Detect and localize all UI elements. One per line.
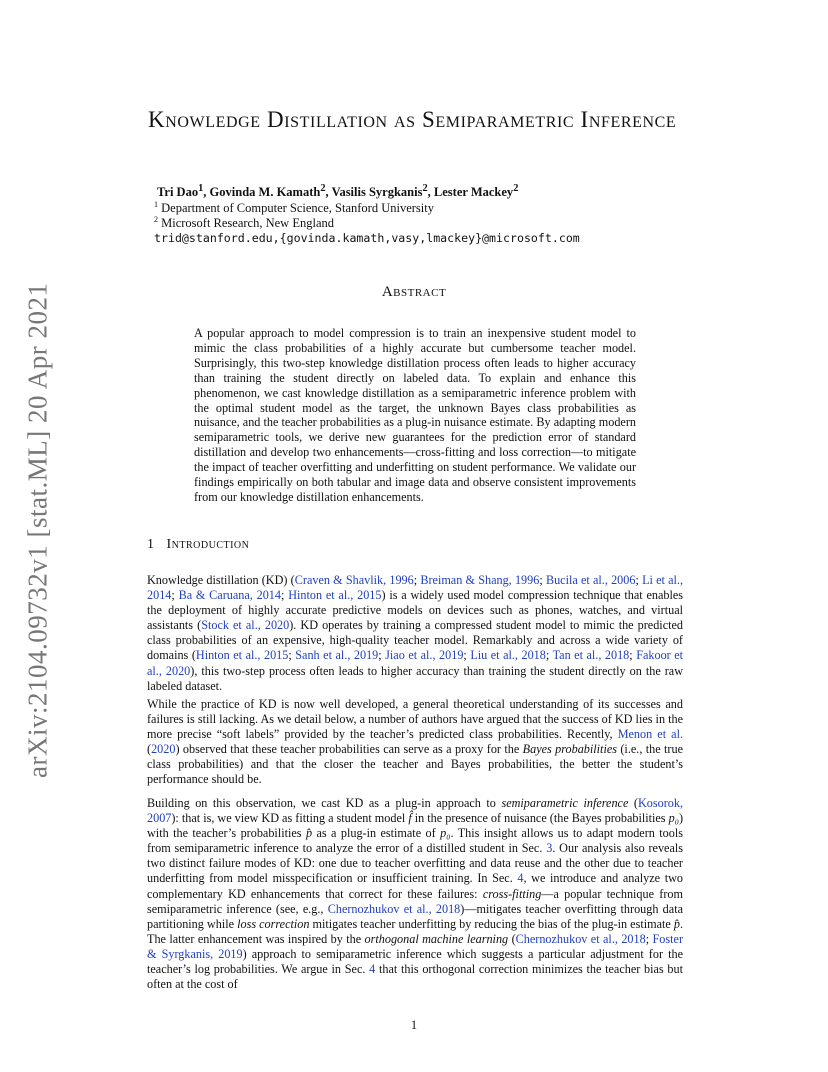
author-name: Lester Mackey (433, 185, 514, 200)
emphasis: orthogonal machine learning (364, 931, 509, 946)
citation-link[interactable]: Chernozhukov et al., 2018 (515, 931, 646, 946)
citation-link[interactable]: Sanh et al., 2019 (295, 648, 379, 663)
arxiv-identifier: arXiv:2104.09732v1 [stat.ML] 20 Apr 2021 (22, 282, 53, 778)
citation-link[interactable]: Hinton et al., 2015 (288, 588, 382, 603)
author-name: Tri Dao (157, 185, 199, 200)
affiliation-text: Department of Computer Science, Stanford University (161, 201, 434, 216)
page-number: 1 (410, 1018, 418, 1032)
citation-link[interactable]: 2020 (151, 742, 176, 757)
math-symbol: p₀ (668, 811, 679, 826)
affiliation (154, 215, 334, 231)
author-name: Vasilis Syrgkanis (331, 185, 423, 200)
citation-link[interactable]: Chernozhukov et al., 2018 (327, 901, 461, 916)
citation-link[interactable]: Fakoor et al., 2020 (147, 648, 684, 678)
math-symbol: f̂ (408, 811, 412, 826)
citation-link[interactable]: Li et al., 2014 (147, 573, 684, 603)
affiliation-text: Microsoft Research, New England (161, 216, 334, 231)
author-affiliation-mark: 2 (513, 183, 519, 194)
citation-link[interactable]: Liu et al., 2018 (470, 648, 546, 663)
section-heading (147, 537, 249, 553)
section-number: 1 (147, 537, 155, 552)
emphasis: semiparametric inference (501, 796, 629, 810)
math-symbol: p₀ (440, 826, 451, 841)
author-name: Govinda M. Kamath (209, 185, 321, 200)
citation-link[interactable]: Stock et al., 2020 (201, 618, 290, 633)
citation-link[interactable]: Foster & Syrgkanis, 2019 (147, 931, 683, 961)
author-affiliation-mark: 2 (320, 183, 326, 194)
emphasis: Bayes probabilities (522, 742, 617, 757)
affiliation-mark: 2 (154, 215, 158, 224)
intro-paragraph-1: Knowledge distillation (KD) (Craven & Shavlik, 1996; Breiman & Shang, 1996; Bucila et al., 2006; Li et al., 2014; Ba & Caruana, 2014; Hinton et al., 2015) is a widely used model compression technique that enables the deployment of highly accurate predictive models on devices such as phones, watches, and virtual assistants (Stock et al., 2020). KD operates by training a compressed student model to mimic the predicted class probabilities of an expensive, high-quality teacher model. Remarkably and across a wide variety of domains (Hinton et al., 2015; Sanh et al., 2019; Jiao et al., 2019; Liu et al., 2018; Tan et al., 2018; Fakoor et al., 2020), this two-step process often leads to higher accuracy than training the student directly on the raw labeled dataset. (147, 573, 684, 693)
citation-link[interactable]: Craven & Shavlik, 1996 (294, 573, 414, 587)
citation-link[interactable]: Kosorok, 2007 (147, 796, 683, 826)
emphasis: loss correction (237, 916, 310, 931)
section-reference-link[interactable]: 4 (369, 962, 376, 977)
intro-paragraph-3: Building on this observation, we cast KD as a plug-in approach to semiparametric inference (Kosorok, 2007): that is, we view KD as fitting a student model f̂ in the presence of nuisance (the Bayes probabilities p₀) with the teacher’s probabilities p̂ as a plug-in estimate of p₀. This insight allows us to adapt modern tools from semiparametric inference to analyze the error of a distilled student in Sec. 3. Our analysis also reveals two distinct failure modes of KD: one due to teacher overfitting and data reuse and the other due to teacher underfitting from model misspecification or insufficient training. In Sec. 4, we introduce and analyze two complementary KD enhancements that correct for these failures: cross-fitting—a popular technique from semiparametric inference (see, e.g., Chernozhukov et al., 2018)—mitigates teacher overfitting through data partitioning while loss correction mitigates teacher underfitting by reducing the bias of the plug-in estimate p̂. The latter enhancement was inspired by the orthogonal machine learning (Chernozhukov et al., 2018; Foster & Syrgkanis, 2019) approach to semiparametric inference which suggests a particular adjustment for the teacher’s log probabilities. We argue in Sec. 4 that this orthogonal correction minimizes the teacher bias but often at the cost of (147, 796, 684, 992)
abstract-heading: Abstract (381, 284, 447, 300)
citation-link[interactable]: Breiman & Shang, 1996 (420, 573, 540, 587)
math-symbol: p̂ (673, 916, 680, 931)
emphasis: cross-fitting (482, 886, 542, 901)
citation-link[interactable]: Jiao et al., 2019 (385, 648, 464, 663)
section-reference-link[interactable]: 4 (517, 871, 524, 886)
intro-paragraph-2: While the practice of KD is now well developed, a general theoretical understanding of its successes and failures is still lacking. As we detail below, a number of authors have argued that the success of KD lies in the more precise “soft labels” provided by the teacher’s predicted class probabilities. Recently, Menon et al. (2020) observed that these teacher probabilities can serve as a proxy for the Bayes probabilities (i.e., the true class probabilities) and that the closer the teacher and Bayes probabilities, the better the student’s performance should be. (147, 697, 683, 787)
section-title: Introduction (166, 537, 250, 552)
citation-link[interactable]: Tan et al., 2018 (552, 648, 630, 663)
author-emails: trid@stanford.edu,{govinda.kamath,vasy,lmackey}@microsoft.com (154, 231, 580, 245)
abstract-text: A popular approach to model compression is to train an inexpensive student model to mimic the class probabilities of a highly accurate but cumbersome teacher model. Surprisingly, this two-step knowledge distillation process often leads to higher accuracy than training the student directly on labeled data. To explain and enhance this phenomenon, we cast knowledge distillation as a semiparametric inference problem with the optimal student model as the target, the unknown Bayes class probabilities as nuisance, and the teacher probabilities as a plug-in nuisance estimate. By adapting modern semiparametric tools, we derive new guarantees for the prediction error of standard distillation and develop two enhancements—cross-fitting and loss correction—to mitigate the impact of teacher overfitting and underfitting on student performance. We validate our findings empirically on both tabular and image data and observe consistent improvements from our knowledge distillation enhancements. (194, 326, 636, 504)
math-symbol: p̂ (305, 826, 313, 841)
author-affiliation-mark: 2 (422, 183, 428, 194)
citation-link[interactable]: Hinton et al., 2015 (195, 648, 289, 663)
section-reference-link[interactable]: 3 (546, 841, 553, 856)
citation-link[interactable]: Bucila et al., 2006 (545, 573, 636, 587)
affiliation-mark: 1 (154, 200, 158, 209)
author-affiliation-mark: 1 (198, 183, 204, 194)
citation-link[interactable]: Ba & Caruana, 2014 (178, 588, 281, 603)
citation-link[interactable]: Menon et al. (617, 727, 683, 742)
paper-title: Knowledge Distillation as Semiparametric Inference (148, 107, 677, 132)
author-list: Tri Dao$^1$, Govinda M. Kamath$^2$, Vasilis Syrgkanis$^2$, Lester Mackey$^2$ (157, 183, 519, 200)
affiliation (154, 200, 434, 216)
